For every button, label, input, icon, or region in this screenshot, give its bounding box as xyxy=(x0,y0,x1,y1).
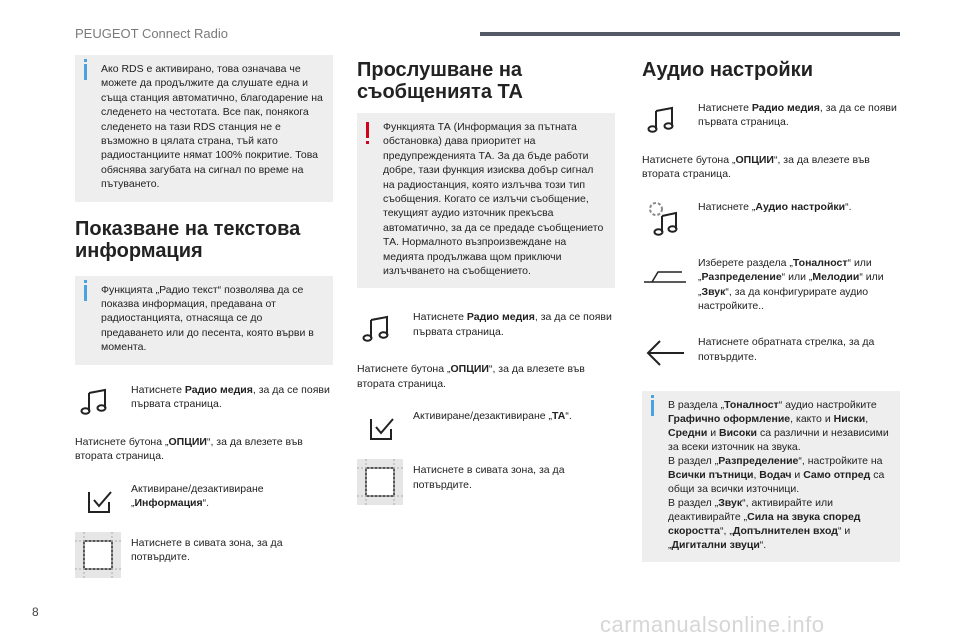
info-icon xyxy=(651,400,654,416)
step-back-arrow: Натиснете обратната стрелка, за да потвърдите. xyxy=(642,331,900,375)
info-icon xyxy=(84,285,87,301)
column-audio-settings xyxy=(642,55,900,562)
step-grey-zone: Натиснете в сивата зона, за да потвърдите. xyxy=(357,459,615,503)
step-radio-media: Натиснете Радио медия, за да се появи първата страница. xyxy=(642,97,900,141)
back-arrow-icon[interactable] xyxy=(642,331,688,375)
checkbox-icon[interactable] xyxy=(75,478,121,522)
step-choose-tab: Изберете раздела „Тоналност“ или „Разпределение“ или „Мелодии“ или „Звук“, за да конфигурирате аудио настройките.. xyxy=(642,252,900,314)
watermark: carmanualsonline.info xyxy=(600,612,825,637)
header-bar xyxy=(480,32,900,36)
step-options: Натиснете бутона „ОПЦИИ“, за да влезете във втората страница. xyxy=(642,154,870,181)
page-number: 8 xyxy=(32,605,39,619)
section-heading-audio: Аудио настройки xyxy=(642,59,813,81)
info-note-radio-text: Функцията „Радио текст“ позволява да се показва информация, предавана от радиостанцията, отнасяща се до предаването или до песента, която върви в момента. xyxy=(75,276,333,365)
music-note-icon[interactable] xyxy=(75,379,121,423)
warning-note-ta: Функцията ТА (Информация за пътната обстановка) дава приоритет на предупрежденията ТА. За да бъде работи добре, тази функция изисква добър сигнал на радиостанция, която излъчва този тип съобщения. Когато се излъчи съобщение, текущият аудио източник прекъсва автоматично, за да се предаде съобщението ТА. Нормалното възпроизвеждане на медията продължава щом приключи излъчването на съобщението. xyxy=(357,113,615,288)
grey-zone-icon[interactable] xyxy=(357,459,403,503)
header-title: PEUGEOT Connect Radio xyxy=(75,26,228,41)
music-settings-icon[interactable] xyxy=(642,196,688,240)
step-audio-settings: Натиснете „Аудио настройки“. xyxy=(642,196,900,240)
section-heading-ta: Прослушване на съобщенията ТА xyxy=(357,59,523,103)
warning-icon xyxy=(366,122,369,138)
step-radio-media: Натиснете Радио медия, за да се появи първата страница. xyxy=(357,306,615,350)
column-radio-text xyxy=(75,55,333,576)
checkbox-icon[interactable] xyxy=(357,405,403,449)
info-note-rds: Ако RDS е активирано, това означава че можете да продължите да слушате една и съща станция автоматично, благодарение на следенето на честотата. Все пак, понякога следенето на тази RDS станция не е възможно в цялата страна, тъй като радиостанциите нямат 100% покритие. Това обяснява загубата на сигнал по време на пътуването. xyxy=(75,55,333,202)
column-ta xyxy=(357,55,615,503)
tab-selector-icon[interactable] xyxy=(642,252,688,296)
step-grey-zone: Натиснете в сивата зона, за да потвърдите. xyxy=(75,532,333,576)
step-radio-media: Натиснете Радио медия, за да се появи първата страница. xyxy=(75,379,333,423)
info-note-audio: В раздела „Тоналност“ аудио настройките Графично оформление, както и Ниски, Средни и Високи са различни и независими за всеки източник на звука. В раздел „Разпределение“, настройките на Всички пътници, Водач и Само отпред са общи за всички източници. В раздел „Звук“, активирайте или деактивирайте „Сила на звука според скоростта“, „Допълнителен вход“ и „Дигитални звуци“. xyxy=(642,391,900,562)
step-options: Натиснете бутона „ОПЦИИ“, за да влезете във втората страница. xyxy=(357,363,585,390)
music-note-icon[interactable] xyxy=(642,97,688,141)
step-toggle-ta: Активиране/дезактивиране „ТА“. xyxy=(357,405,615,449)
grey-zone-icon[interactable] xyxy=(75,532,121,576)
music-note-icon[interactable] xyxy=(357,306,403,350)
step-options: Натиснете бутона „ОПЦИИ“, за да влезете във втората страница. xyxy=(75,435,303,463)
section-heading-text-info: Показване на текстова информация xyxy=(75,217,301,262)
step-toggle-info: Активиране/дезактивиране „Информация“. xyxy=(75,478,333,522)
info-icon xyxy=(84,64,87,80)
